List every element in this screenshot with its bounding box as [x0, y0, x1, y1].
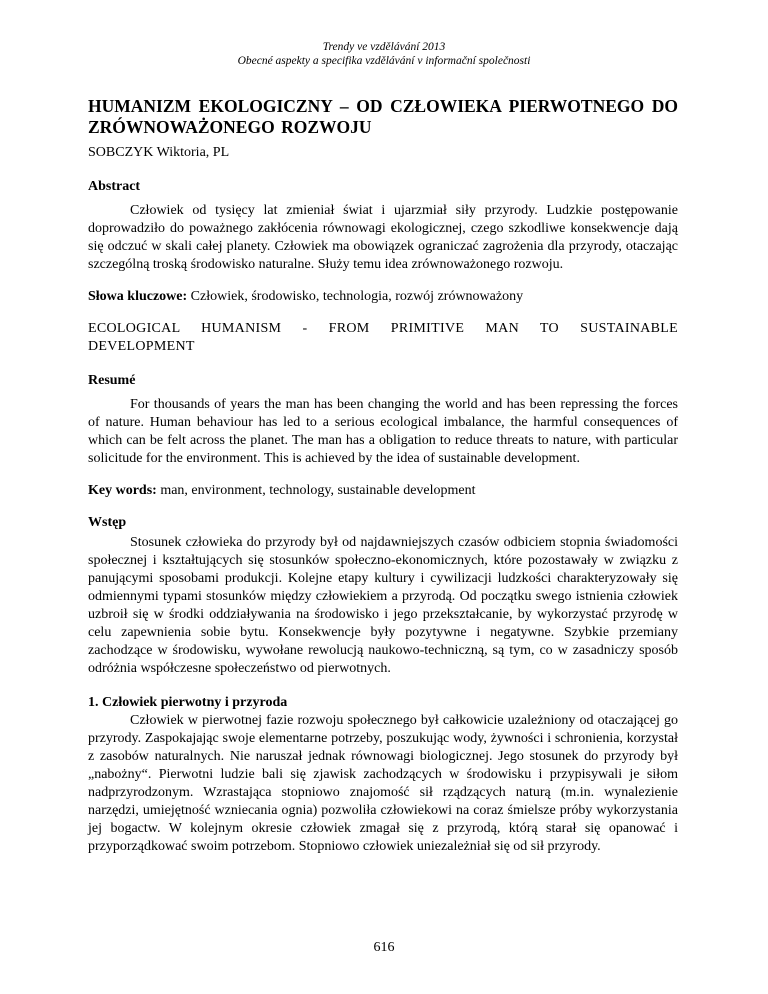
abstract-text: Człowiek od tysięcy lat zmieniał świat i ujarzmiał siły przyrody. Ludzkie postępowanie doprowadziło do poważnego zakłócenia równowagi ekologicznej, czego szkodliwe konsekwencje dają się odczuć w skali całej planety. Człowiek ma obowiązek ograniczać zagrożenia dla przyrody, otaczając szczególną troską środowisko naturalne. Służy temu idea zrównoważonego rozwoju. — [88, 203, 678, 272]
resume-text: For thousands of years the man has been changing the world and has been repressing the forces of nature. Human behaviour has led to a serious ecological imbalance, the harmful consequences of which can be felt across the planet. The man has a obligation to reduce threats to nature, with particular solicitude for the environment. This is achieved by the idea of sustainable development. — [88, 397, 678, 466]
introduction-text: Stosunek człowieka do przyrody był od najdawniejszych czasów odbiciem stopnia świadomości społecznej i kształtujących się stosunków społeczno-ekonomicznych, które pozostawały w związku z panującymi sposobami produkcji. Kolejne etapy kultury i cywilizacji ludzkości charakteryzowały się odmiennymi typami stosunków między człowiekiem a przyrodą. Od początku swego istnienia człowiek uzbroił się w środki oddziaływania na środowisko i jego przekształcanie, by wykorzystać przyrodę w celu zapewnienia sobie bytu. Konsekwencje były pozytywne i negatywne. Szybkie przemiany zachodzące w środowisku, wywołane rewolucją naukowo-techniczną, są tym, co w zasadniczy sposób odróżnia współczesne społeczeństwo od pierwotnych. — [88, 535, 678, 676]
section-1-heading: 1. Człowiek pierwotny i przyroda — [88, 695, 288, 710]
keywords-text: Człowiek, środowisko, technologia, rozwój zrównoważony — [187, 289, 524, 304]
paper-title: HUMANIZM EKOLOGICZNY – OD CZŁOWIEKA PIERWOTNEGO DO ZRÓWNOWAŻONEGO ROZWOJU — [88, 96, 678, 137]
header-line-2: Obecné aspekty a specifika vzdělávání v informační společnosti — [237, 55, 531, 67]
english-keywords-text: man, environment, technology, sustainable development — [156, 483, 476, 498]
english-keywords-label: Key words: — [88, 483, 157, 498]
keywords — [88, 288, 678, 306]
keywords-label: Słowa kluczowe: — [88, 289, 188, 304]
resume-heading: Resumé — [88, 373, 136, 388]
page-number: 616 — [373, 940, 395, 955]
paper-authors: SOBCZYK Wiktoria, PL — [88, 145, 230, 160]
paper-content — [88, 96, 678, 856]
introduction-heading: Wstęp — [88, 515, 127, 530]
english-title: ECOLOGICAL HUMANISM - FROM PRIMITIVE MAN TO SUSTAINABLE DEVELOPMENT — [88, 321, 678, 354]
english-keywords — [88, 482, 678, 500]
section-1-text: Człowiek w pierwotnej fazie rozwoju społecznego był całkowicie uzależniony od otaczającej go przyrody. Zaspokajając swoje elementarne potrzeby, poszukując wody, żywności i schronienia, korzystał z zasobów naturalnych. Nie naruszał jednak równowagi biologicznej. Jego stosunek do przyrody był „nabożny“. Pierwotni ludzie bali się zjawisk zachodzących w środowisku i przypisywali je siłom nadprzyrodzonym. Wzrastająca stopniowo znajomość sił rządzących naturą (m.in. wynalezienie narzędzi, umiejętność wzniecania ognia) pozwoliła człowiekowi na coraz śmielsze próby wykorzystania jej bogactw. W kolejnym okresie człowiek zmagał się z przyrodą, którą starał się opanować i przyporządkować swoim potrzebom. Stopniowo człowiek uniezależniał się od sił przyrody. — [88, 713, 678, 854]
abstract-heading: Abstract — [88, 179, 141, 194]
header-line-1: Trendy ve vzdělávání 2013 — [322, 41, 446, 53]
running-header — [0, 40, 768, 68]
